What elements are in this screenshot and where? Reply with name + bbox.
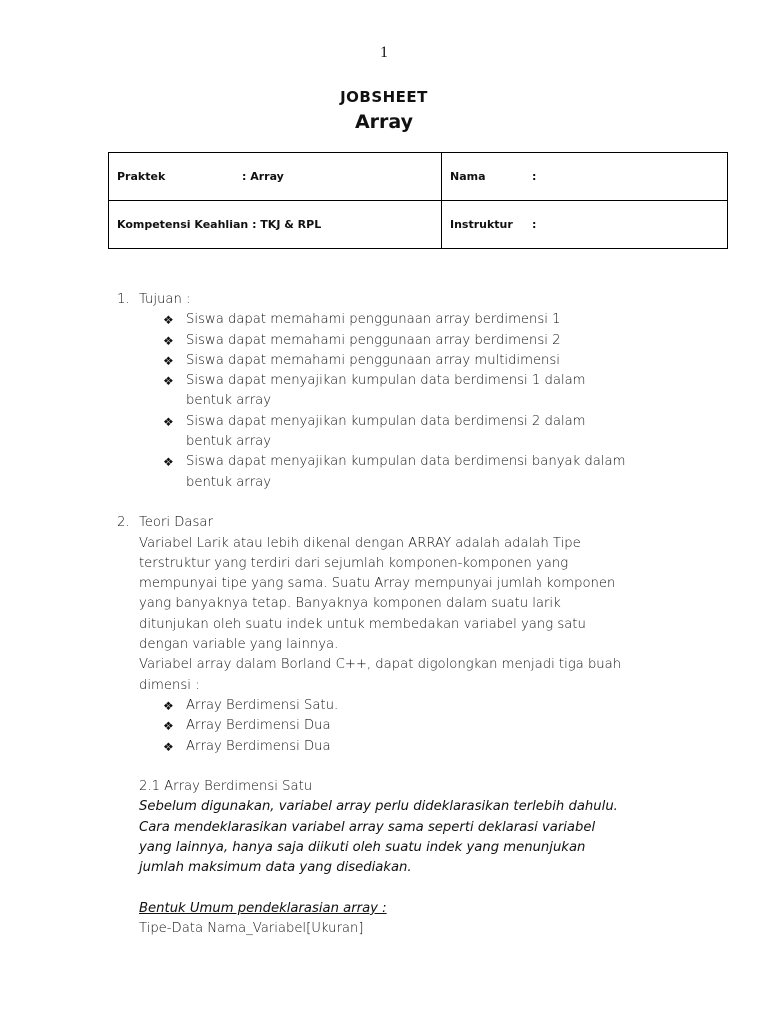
paragraph-line-text: yang banyaknya tetap. Banyaknya komponen dalam suatu larik (139, 596, 561, 612)
section2-paragraph1 (0, 534, 768, 656)
document-subtitle: Array (354, 111, 414, 133)
paragraph-line (0, 858, 768, 878)
paragraph-line-text: Variabel array dalam Borland C++, dapat digolongkan menjadi tiga buah (139, 657, 622, 673)
instruktur-cell (442, 201, 728, 249)
paragraph-line-text: jumlah maksimum data yang disediakan. (139, 860, 412, 876)
diamond-bullet-icon: ❖ (163, 698, 174, 713)
diamond-bullet-icon: ❖ (163, 313, 174, 328)
diamond-bullet-icon: ❖ (163, 353, 174, 368)
paragraph-line (0, 534, 768, 554)
subsection-title (0, 777, 768, 797)
paragraph-line (0, 676, 768, 696)
diamond-bullet-icon: ❖ (163, 333, 174, 348)
section2-paragraph2 (0, 655, 768, 696)
paragraph-line (0, 554, 768, 574)
paragraph-line-text: yang lainnya, hanya saja diikuti oleh suatu indek yang menunjukan (139, 840, 586, 856)
bullet-text: Siswa dapat menyajikan kumpulan data berdimensi banyak dalam (186, 454, 626, 470)
paragraph-line (0, 797, 768, 817)
page-number: 1 (380, 44, 388, 61)
paragraph-line (0, 615, 768, 635)
paragraph-line-text: Variabel Larik atau lebih dikenal dengan ARRAY adalah adalah Tipe (139, 535, 581, 551)
bullet-item (0, 432, 768, 452)
subsection-title-text: 2.1 Array Berdimensi Satu (139, 779, 313, 795)
paragraph-line (0, 594, 768, 614)
form-syntax-text: Tipe-Data Nama_Variabel[Ukuran] (139, 921, 364, 937)
section2-bullet-list (0, 696, 768, 757)
diamond-bullet-icon: ❖ (163, 719, 174, 734)
bullet-item (0, 473, 768, 493)
kompetensi-label: Kompetensi Keahlian (117, 218, 249, 231)
paragraph-line-text: mempunyai tipe yang sama. Suatu Array mempunyai jumlah komponen (139, 576, 616, 592)
kompetensi-cell (109, 201, 442, 249)
paragraph-line-text: Sebelum digunakan, variabel array perlu dideklarasikan terlebih dahulu. (139, 799, 618, 815)
bullet-text: bentuk array (186, 393, 272, 409)
section2-title: Teori Dasar (139, 515, 213, 531)
form-heading (0, 899, 768, 919)
nama-cell (442, 153, 728, 201)
bullet-text: Array Berdimensi Dua (186, 718, 331, 734)
section1-number: 1. (117, 292, 130, 307)
paragraph-line-text: ditunjukan oleh suatu indek untuk membedakan variabel yang satu (139, 616, 586, 632)
praktek-label: Praktek (117, 170, 166, 183)
form-heading-text: Bentuk Umum pendeklarasian array : (139, 900, 387, 916)
bullet-item (0, 412, 768, 432)
bullet-item (0, 371, 768, 391)
nama-value: : (532, 170, 537, 183)
praktek-value: : Array (242, 170, 284, 183)
paragraph-line-text: Cara mendeklarasikan variabel array sama seperti deklarasi variabel (139, 819, 596, 835)
bullet-item (0, 331, 768, 351)
paragraph-line-text: dengan variable yang lainnya. (139, 637, 339, 653)
bullet-item (0, 310, 768, 330)
paragraph-line (0, 635, 768, 655)
diamond-bullet-icon: ❖ (163, 739, 174, 754)
kompetensi-value: : TKJ & RPL (252, 218, 322, 231)
bullet-item (0, 391, 768, 411)
document-title: JOBSHEET (340, 88, 428, 106)
nama-label: Nama (450, 170, 486, 183)
bullet-item (0, 351, 768, 371)
bullet-text: Siswa dapat memahami penggunaan array berdimensi 1 (186, 312, 561, 328)
bullet-text: Siswa dapat memahami penggunaan array berdimensi 2 (186, 332, 561, 348)
bullet-item (0, 452, 768, 472)
section1-bullet-list (0, 310, 768, 493)
info-table (108, 152, 728, 249)
paragraph-line-text: terstruktur yang terdiri dari sejumlah komponen-komponen yang (139, 555, 569, 571)
diamond-bullet-icon: ❖ (163, 455, 174, 470)
form-syntax (0, 919, 768, 939)
section2-number: 2. (117, 515, 130, 531)
section1-heading (0, 290, 768, 310)
bullet-item (0, 716, 768, 736)
section2-paragraph3 (0, 797, 768, 878)
bullet-text: Siswa dapat menyajikan kumpulan data berdimensi 1 dalam (186, 373, 586, 389)
paragraph-line (0, 574, 768, 594)
instruktur-value: : (532, 218, 537, 231)
bullet-item (0, 696, 768, 716)
diamond-bullet-icon: ❖ (163, 374, 174, 389)
paragraph-line-text: dimensi : (139, 677, 200, 693)
section2-heading (0, 513, 768, 533)
paragraph-line (0, 818, 768, 838)
document-body (0, 290, 768, 940)
section1-title: Tujuan : (139, 292, 191, 307)
bullet-text: Array Berdimensi Satu. (186, 697, 339, 713)
bullet-text: Siswa dapat memahami penggunaan array multidimensi (186, 352, 560, 368)
praktek-cell (109, 153, 442, 201)
diamond-bullet-icon: ❖ (163, 414, 174, 429)
bullet-text: bentuk array (186, 434, 272, 450)
bullet-text: Siswa dapat menyajikan kumpulan data berdimensi 2 dalam (186, 413, 586, 429)
bullet-item (0, 737, 768, 757)
paragraph-line (0, 655, 768, 675)
bullet-text: bentuk array (186, 474, 272, 490)
bullet-text: Array Berdimensi Dua (186, 738, 331, 754)
paragraph-line (0, 838, 768, 858)
instruktur-label: Instruktur (450, 218, 513, 231)
